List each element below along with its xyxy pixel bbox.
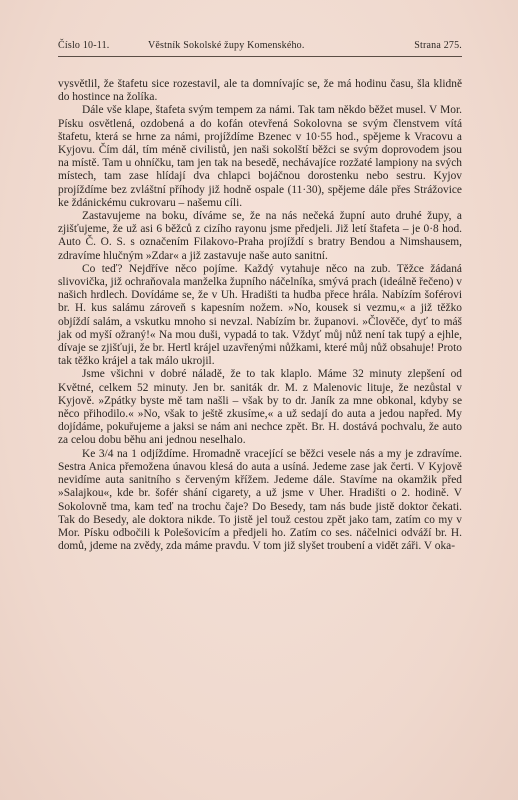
page-number: Strana 275.	[414, 40, 462, 51]
journal-title: Věstník Sokolské župy Komenského.	[148, 40, 305, 51]
paragraph-1: vysvětlil, že štafetu sice rozestavil, ale ta domnívajíc se, že má hodinu času, šla klidně do hostince na žolíka.	[58, 78, 462, 104]
paragraph-3: Zastavujeme na boku, díváme se, že na nás nečeká župní auto druhé župy, a zjišťujeme, že už asi 6 běžců z cizího rayonu jsme předjeli. Již letí štafeta – je 0·8 hod. Auto Č. O. S. s označením Filakovo-Praha projíždí s bratry Bendou a Nimshausem, zdravíme hlučným »Zdar« a již zastavuje naše auto sanitní.	[58, 210, 462, 262]
running-header	[58, 40, 462, 54]
header-rule	[58, 56, 462, 57]
paragraph-5: Jsme všichni v dobré náladě, že to tak klaplo. Máme 32 minuty zlepšení od Květné, celkem 52 minuty. Jen br. saniták dr. M. z Malenovic lituje, že nezůstal v Kyjově. »Zpátky byste mě tam našli – však by to dr. Janík za mne obkonal, kdyby se něco přihodilo.« »No, však to ještě zkusíme,« a už sedají do auta a jedou napřed. My dojídáme, pokuřujeme a jaksi se nám ani nechce zpět. Br. H. dostává pochvalu, že auto za celou dobu běhu ani jednou neselhalo.	[58, 368, 462, 447]
issue-number: Číslo 10-11.	[58, 40, 110, 51]
paragraph-6: Ke 3/4 na 1 odjíždíme. Hromadně vracející se běžci vesele nás a my je zdravíme. Sestra Anica přemožena únavou klesá do auta a usíná. Jedeme zase jak čerti. V Kyjově nevidíme auta sanitního s červeným křížem. Jedeme dále. Stavíme na okamžik před »Salajkou«, kde br. šofér shání cigarety, a už jsme v Uher. Hradišti o 2. hodině. V Sokolovně tma, kam teď na trochu čaje? Do Besedy, tam nás bude jistě doktor čekati. Tak do Besedy, ale doktora nikde. To jistě jel touž cestou zpět jako tam, zatím co my v Mor. Písku odbočili k Polešovicím a předjeli ho. Zatím co ses. náčelnici odváží br. H. domů, jdeme na zvědy, zda máme pravdu. V tom již slyšet troubení a vidět záři. V oka-	[58, 447, 462, 553]
paragraph-4: Co teď? Nejdříve něco pojíme. Každý vytahuje něco na zub. Těžce žádaná slivovička, již ochraňovala manželka župního náčelníka, smývá prach (ideálně řečeno) v našich hrdlech. Dovídáme se, že v Uh. Hradišti ta hudba přece hrála. Nabízím šoférovi br. H. kus salámu zároveň s kapesním nožem. »No, kousek si vezmu,« a již těžko objíždí salám, a vskutku mnoho si nevzal. Nabízím br. županovi. »Člověče, dyť to máš jak od myší ožraný!« Na mou duši, vypadá to tak. Vždyť můj nůž není tak tupý a ejhle, dívaje se zjišťuji, že br. Hertl krájel uzavřenými nůžkami, které můj nůž obsahuje! Proto tak těžko krájel a tak málo ukrojil.	[58, 262, 462, 368]
article-body	[58, 78, 462, 553]
paragraph-2: Dále vše klape, štafeta svým tempem za námi. Tak tam někdo běžet musel. V Mor. Písku osvětlená, ozdobená a do kofán otevřená Sokolovna se svým členstvem vítá štafetu, která se hrne za námi, projíždíme Bzenec v 10·55 hod., spějeme k Vracovu a Kyjovu. Čím dál, tím méně civilistů, jen naši sokolští běžci se svým doprovodem jsou na místě. Tam u ohníčku, tam jen tak na besedě, nechávajíce rozžaté lampiony na svých místech, tam zase hlídají dva chlapci bojáčnou dorostenku nebo sestru. Kyjov projíždíme bez zvláštní příhody již hodně ospale (11·30), spějeme dále přes Strážovice ke ždánickému cukrovaru – našemu cíli.	[58, 104, 462, 209]
